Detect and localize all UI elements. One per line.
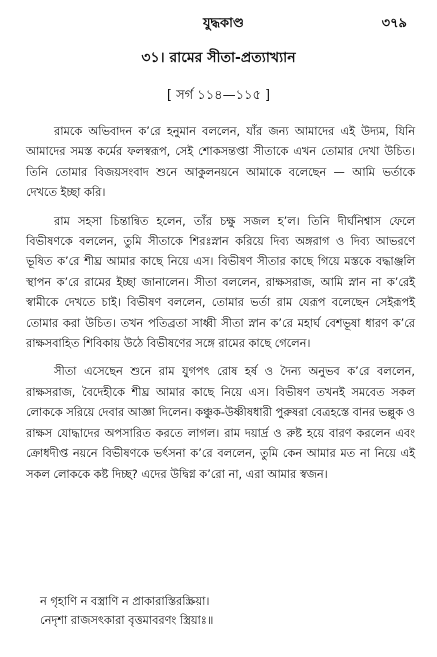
- running-title: যুদ্ধকাণ্ড: [203, 16, 244, 31]
- verse-line-2: নেদৃশা রাজসৎকারা বৃত্তমাবরণং স্ত্রিয়াঃ॥: [40, 614, 214, 627]
- paragraph-3: সীতা এসেছেন শুনে রাম যুগপৎ রোষ হর্ষ ও দৈন্য অনুভব ক’রে বললেন, রাক্ষসরাজ, বৈদেহীকে শীঘ্র আমার কাছে নিয়ে এস। বিভীষণ তখনই সমবেত সকল লোককে সরিয়ে দেবার আজ্ঞা দিলেন। কঞ্চুক-উষ্ণীষধারী পুরুষরা বেত্রহস্তে বানর ভল্লুক ও রাক্ষস যোদ্ধাদের অপসারিত করতে লাগল। রাম দয়ার্দ্র ও রুষ্ট হয়ে বারণ করলেন এবং ক্রোধদীপ্ত নয়নে বিভীষণকে ভর্ৎসনা ক’রে বললেন, তুমি কেন আমার মত না নিয়ে এই সকল লোককে কষ্ট দিচ্ছ? এদের উদ্বিগ্ন ক’রো না, এরা আমার স্বজন।: [26, 365, 416, 481]
- verse-line-1: ন গৃহাণি ন বস্ত্রাণি ন প্রাকারাস্তিরস্ক্রিয়া।: [40, 595, 210, 608]
- running-header: [40, 14, 407, 34]
- paragraph-1: রামকে অভিবাদন ক’রে হনুমান বললেন, যাঁর জন্য আমাদের এই উদ্যম, যিনি আমাদের সমস্ত কর্মের ফলস্বরূপ, সেই শোকসন্তপ্তা সীতাকে এখন তোমার দেখা উচিত। তিনি তোমার বিজয়সংবাদ শুনে আকুলনয়নে আমাকে বলেছেন — আমি ভর্তাকে দেখতে ইচ্ছা করি।: [26, 125, 415, 200]
- sanskrit-verse: [40, 592, 415, 630]
- sarga-range: [ সর্গ ১১৪—১১৫ ]: [166, 88, 271, 103]
- page-number: ৩৭৯: [381, 16, 407, 31]
- body-text: [26, 122, 415, 493]
- chapter-title: ৩১। রামের সীতা-প্রত্যাখ্যান: [141, 50, 296, 66]
- paragraph-2: রাম সহসা চিন্তান্বিত হলেন, তাঁর চক্ষু সজল হ’ল। তিনি দীর্ঘনিশ্বাস ফেলে বিভীষণকে বললেন, তুমি সীতাকে শিরঃস্নান করিয়ে দিব্য অঙ্গরাগ ও দিব্য আভরণে ভূষিত ক’রে শীঘ্র আমার কাছে নিয়ে এস। বিভীষণ সীতার কাছে গিয়ে মস্তকে বদ্ধাঞ্জলি স্থাপন ক’রে রামের ইচ্ছা জানালেন। সীতা বললেন, রাক্ষসরাজ, আমি স্নান না ক’রেই স্বামীকে দেখতে চাই। বিভীষণ বললেন, তোমার ভর্তা রাম যেরূপ বলেছেন সেইরূপই তোমার করা উচিত। তখন পতিব্রতা সাধ্বী সীতা স্নান ক’রে মহার্ঘ বেশভূষা ধারণ ক’রে রাক্ষসবাহিত শিবিকায় উঠে বিভীষণের সঙ্গে রামের কাছে গেলেন।: [26, 214, 415, 351]
